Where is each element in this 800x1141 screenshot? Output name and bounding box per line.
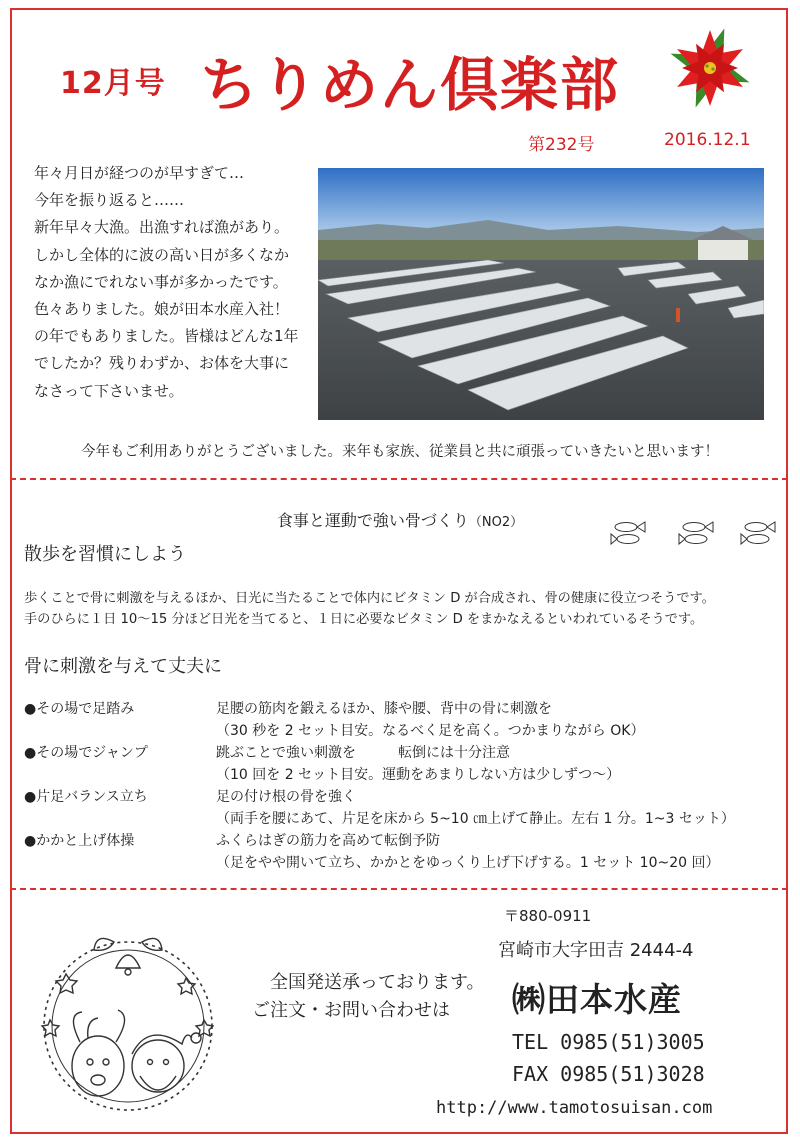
- walk-line: 歩くことで骨に刺激を与えるほか、日光に当たることで体内にビタミン D が合成され、骨の健康に役立つそうです。: [24, 591, 715, 606]
- shipping-notice: 全国発送承っております。: [270, 972, 485, 993]
- issue-month: 12月号: [60, 66, 166, 101]
- intro-line: なさって下さいませ。: [34, 381, 184, 400]
- exercise-desc: 足腰の筋肉を鍛えるほか、膝や腰、背中の骨に刺激を: [216, 701, 552, 717]
- exercise-desc: 跳ぶことで強い刺激を 転倒には十分注意: [216, 745, 510, 761]
- section-divider: [10, 888, 788, 890]
- fish-icon: [610, 520, 650, 546]
- exercise-note: （10 回を 2 セット目安。運動をあまりしない方は少しずつ～）: [216, 767, 621, 783]
- exercise-desc: 足の付け根の骨を強く: [216, 789, 356, 805]
- company-name: ㈱田本水産: [512, 980, 682, 1019]
- intro-line: 今年を振り返ると……: [34, 191, 185, 210]
- bone-heading: 骨に刺激を与えて丈夫に: [24, 656, 222, 677]
- poinsettia-icon: [664, 22, 756, 112]
- walk-line: 手のひらに１日 10～15 分ほど日光を当てると、１日に必要なビタミン D をまかなえるといわれているそうです。: [24, 612, 704, 627]
- walk-paragraph: [24, 588, 794, 630]
- exercise-note: （両手を腰にあて、片足を床から 5~10 ㎝上げて静止。左右 1 分。1~3 セット）: [216, 811, 735, 827]
- contact-notice: ご注文・お問い合わせは: [252, 1000, 450, 1021]
- newsletter-title: ちりめん倶楽部: [200, 51, 621, 119]
- postal-code: 〒880-0911: [504, 907, 592, 925]
- fish-icon: [740, 520, 780, 546]
- exercise-desc: ふくらはぎの筋力を高めて転倒予防: [216, 833, 440, 849]
- issue-number: 第232号: [528, 135, 595, 155]
- exercise-note: （30 秒を 2 セット目安。なるべく足を高く。つかまりながら OK）: [216, 723, 645, 739]
- christmas-wreath-illustration: [36, 934, 220, 1118]
- intro-line: 色々ありました。娘が田本水産入社！: [34, 300, 290, 319]
- address: 宮崎市大字田吉 2444-4: [498, 940, 694, 961]
- health-heading-note: （NO2）: [468, 515, 524, 530]
- thanks-message: 今年もご利用ありがとうございました。来年も家族、従業員と共に頑張っていきたいと思います！: [81, 444, 719, 460]
- exercise-name: ●その場で足踏み: [24, 701, 135, 717]
- intro-line: 新年早々大漁。出漁すれば漁があり。: [34, 218, 290, 237]
- intro-text: [34, 160, 324, 405]
- exercise-name: ●かかと上げ体操: [24, 833, 135, 849]
- fish-icon: [678, 520, 718, 546]
- section-divider: [10, 478, 788, 480]
- intro-line: の年でもありました。皆様はどんな1年: [34, 327, 299, 346]
- website-url[interactable]: http://www.tamotosuisan.com: [436, 1098, 713, 1118]
- health-heading-text: 食事と運動で強い骨づくり: [276, 511, 469, 530]
- exercise-note: （足をやや開いて立ち、かかとをゆっくり上げ下げする。1 セット 10~20 回）: [216, 855, 720, 871]
- walk-heading: 散歩を習慣にしよう: [24, 544, 186, 565]
- intro-line: 年々月日が経つのが早すぎて…: [34, 164, 245, 182]
- drying-field-photo: [318, 168, 764, 420]
- issue-date: 2016.12.1: [664, 130, 751, 150]
- intro-line: なか漁にでれない事が多かったです。: [34, 272, 288, 291]
- intro-line: しかし全体的に波の高い日が多くなか: [34, 245, 290, 264]
- telephone: TEL 0985(51)3005: [512, 1030, 705, 1054]
- intro-line: でしたか？残りわずか、お体を大事に: [34, 354, 290, 373]
- exercise-name: ●片足バランス立ち: [24, 789, 148, 805]
- fax: FAX 0985(51)3028: [512, 1062, 705, 1086]
- exercise-name: ●その場でジャンプ: [24, 745, 148, 761]
